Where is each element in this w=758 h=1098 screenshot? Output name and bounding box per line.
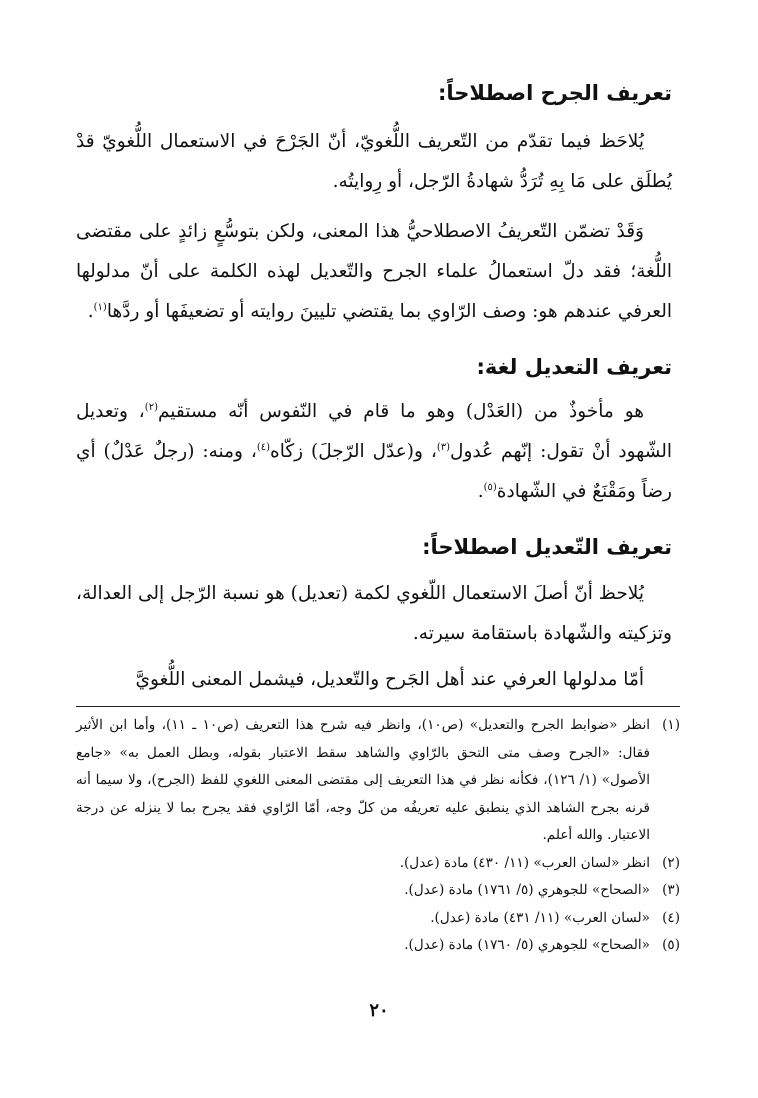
section-heading-jarh-term: تعريف الجرح اصطلاحاً:: [437, 81, 672, 105]
footnote-divider: [76, 706, 680, 707]
footnote-number: (١): [662, 717, 680, 733]
paragraph-jarh-2: [76, 212, 672, 332]
paragraph-text: يُلاحظ أنّ أصلَ الاستعمال اللّغوي لكمة (تعديل) هو نسبة الرّجل إلى العدالة، وتزكيته والشّهادة باستقامة سيرته.: [76, 583, 672, 644]
footnote-ref-5[interactable]: (٥): [483, 481, 497, 493]
paragraph-text: هو مأخوذٌ من (العَدْل) وهو ما قام في النّفوس أنّه مستقيم: [157, 401, 645, 422]
paragraph-text: .: [477, 481, 484, 502]
footnote-ref-4[interactable]: (٤): [256, 441, 271, 453]
footnote-text: انظر «ضوابط الجرح والتعديل» (ص١٠)، وانظر فيه شرح هذا التعريف (ص١٠ ـ ١١)، وأما ابن الأثير فقال: «الجرح وصف متى التحق بالرّاوي والشاهد سقط الاعتبار بقوله، وبطل العمل به» «جامع الأصول» (١/ ١٢٦)، فكأنه نظر في هذا التعريف إلى مقتضى المعنى اللغوي للفظ (الجرح)، ولا سيما أنه قرنه بجرح الشاهد الذي ينطبق عليه تعريفُه من كلّ وجه، أمّا الرّاوي فقد يجرح بما لا ينزله عن درجة الاعتبار. والله أعلم.: [76, 717, 651, 843]
paragraph-text: ، وتعديل الشّهود أنْ تقول: إنّهم عُدول: [76, 401, 672, 462]
paragraph-jarh-1: [76, 122, 672, 202]
section-heading-tadil-lang: تعريف التعديل لغة:: [476, 355, 672, 379]
footnote-ref-3[interactable]: (٣): [436, 441, 450, 453]
paragraph-text: ، ومنه: (رجلٌ عَدْلٌ) أي رضاً ومَقْنَعٌ في الشّهادة: [76, 441, 672, 502]
footnote-number: (٣): [662, 882, 680, 898]
paragraph-text: .: [87, 301, 94, 322]
footnote-number: (٢): [662, 854, 680, 871]
footnote-5: [76, 932, 680, 960]
footnote-2: [76, 850, 680, 878]
footnote-4: [76, 905, 680, 933]
footnotes: [76, 712, 680, 960]
footnote-number: (٤): [662, 909, 680, 926]
footnote-text: «الصحاح» للجوهري (٥/ ١٧٦٠) مادة (عدل).: [404, 937, 650, 953]
footnote-text: «لسان العرب» (١١/ ٤٣١) مادة (عدل).: [430, 909, 650, 926]
paragraph-tadil-lang: [76, 392, 672, 512]
footnote-ref-2[interactable]: (٢): [144, 401, 158, 413]
paragraph-text: ، و(عدّل الرّجلَ) زكّاه: [270, 441, 437, 462]
footnote-1: [76, 712, 680, 850]
paragraph-tadil-1: [76, 574, 672, 654]
footnote-text: «الصحاح» للجوهري (٥/ ١٧٦١) مادة (عدل).: [404, 882, 650, 898]
paragraph-tadil-2: [76, 660, 672, 700]
footnote-text: انظر «لسان العرب» (١١/ ٤٣٠) مادة (عدل).: [399, 854, 650, 871]
paragraph-text: وَقَدْ تضمّن التّعريفُ الاصطلاحيُّ هذا المعنى، ولكن بتوسُّعٍ زائدٍ على مقتضى اللُّغة؛ فقد دلّ استعمالُ علماء الجرح والتّعديل لهذه الكلمة على أنّ مدلولها العرفي عندهم هو: وصف الرّاوي بما يقتضي تليينَ روايته أو تضعيفَها أو ردَّها: [76, 221, 672, 322]
paragraph-text: يُلاحَظ فيما تقدّم من التّعريف اللُّغويّ، أنّ الجَرْحَ في الاستعمال اللُّغويّ قدْ يُطلَق على مَا بِهِ تُرَدُّ شهادةُ الرّجل، أو رِوايتُه.: [76, 131, 672, 192]
page-number: ٢٠: [369, 1000, 389, 1021]
paragraph-text: أمّا مدلولها العرفي عند أهل الجَرح والتّعديل، فيشمل المعنى اللُّغويَّ: [135, 669, 644, 690]
section-heading-tadil-term: تعريف التّعديل اصطلاحاً:: [422, 535, 672, 559]
footnote-3: [76, 877, 680, 905]
footnote-number: (٥): [662, 937, 680, 953]
footnote-ref-1[interactable]: (١): [93, 301, 107, 313]
